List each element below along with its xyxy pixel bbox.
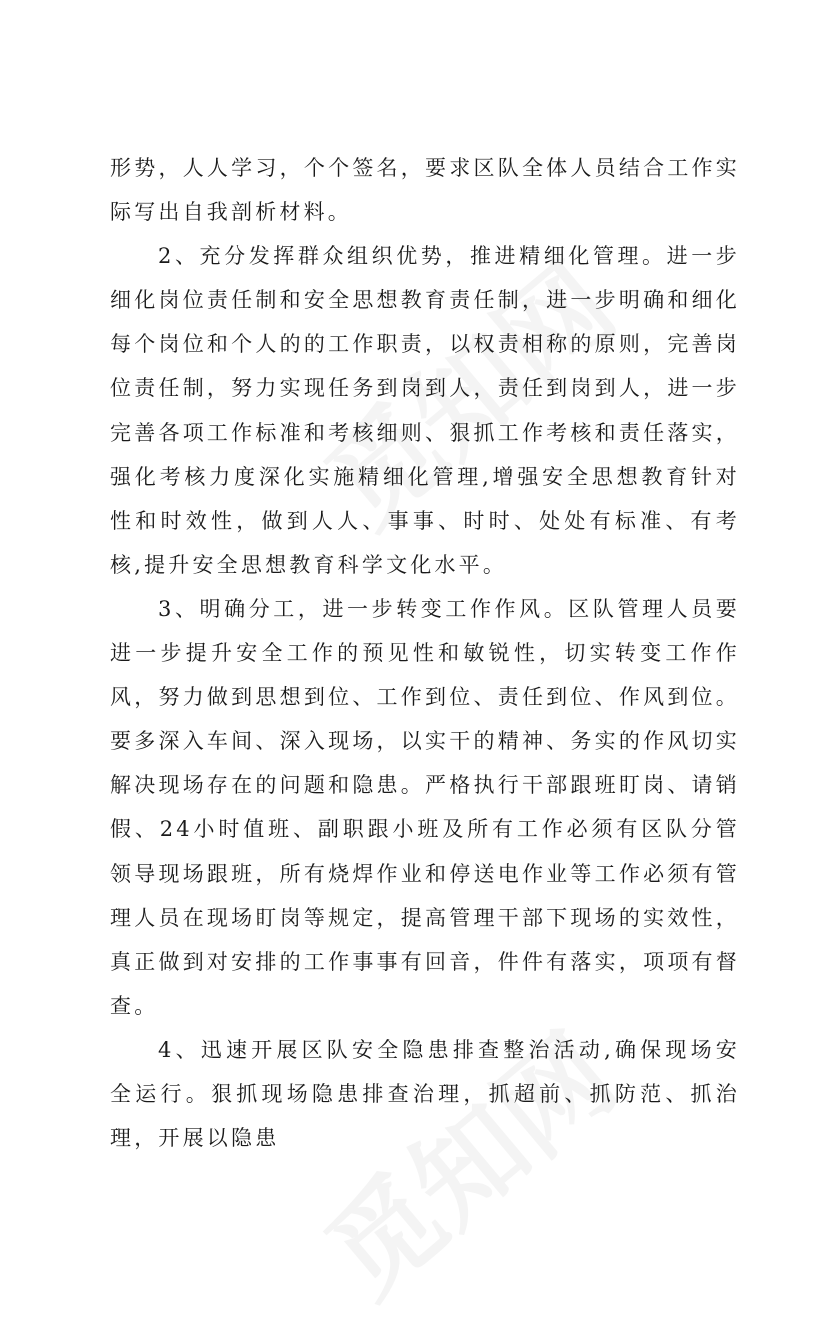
paragraph-3: 3、明确分工，进一步转变工作作风。区队管理人员要进一步提升安全工作的预见性和敏锐性，切实转变工作作风，努力做到思想到位、工作到位、责任到位、作风到位。要多深入车间、深入现场，以实干的精神、务实的作风切实解决现场存在的问题和隐患。严格执行干部跟班盯岗、请销假、24小时值班、副职跟小班及所有工作必须有区队分管领导现场跟班，所有烧焊作业和停送电作业等工作必须有管理人员在现场盯岗等规定，提高管理干部下现场的实效性，真正做到对安排的工作事事有回音，件件有落实，项项有督查。 (110, 596, 740, 1018)
document-body (110, 146, 740, 1160)
paragraph-2: 2、充分发挥群众组织优势，推进精细化管理。进一步细化岗位责任制和安全思想教育责任制，进一步明确和细化每个岗位和个人的的工作职责，以权责相称的原则，完善岗位责任制，努力实现任务到岗到人，责任到岗到人，进一步完善各项工作标准和考核细则、狠抓工作考核和责任落实，强化考核力度深化实施精细化管理,增强安全思想教育针对性和时效性，做到人人、事事、时时、处处有标准、有考核,提升安全思想教育科学文化水平。 (110, 244, 740, 577)
paragraph-4: 4、迅速开展区队安全隐患排查整治活动,确保现场安全运行。狠抓现场隐患排查治理，抓超前、抓防范、抓治理，开展以隐患 (110, 1037, 740, 1151)
paragraph-continuation: 形势，人人学习，个个签名，要求区队全体人员结合工作实际写出自我剖析材料。 (110, 156, 740, 225)
